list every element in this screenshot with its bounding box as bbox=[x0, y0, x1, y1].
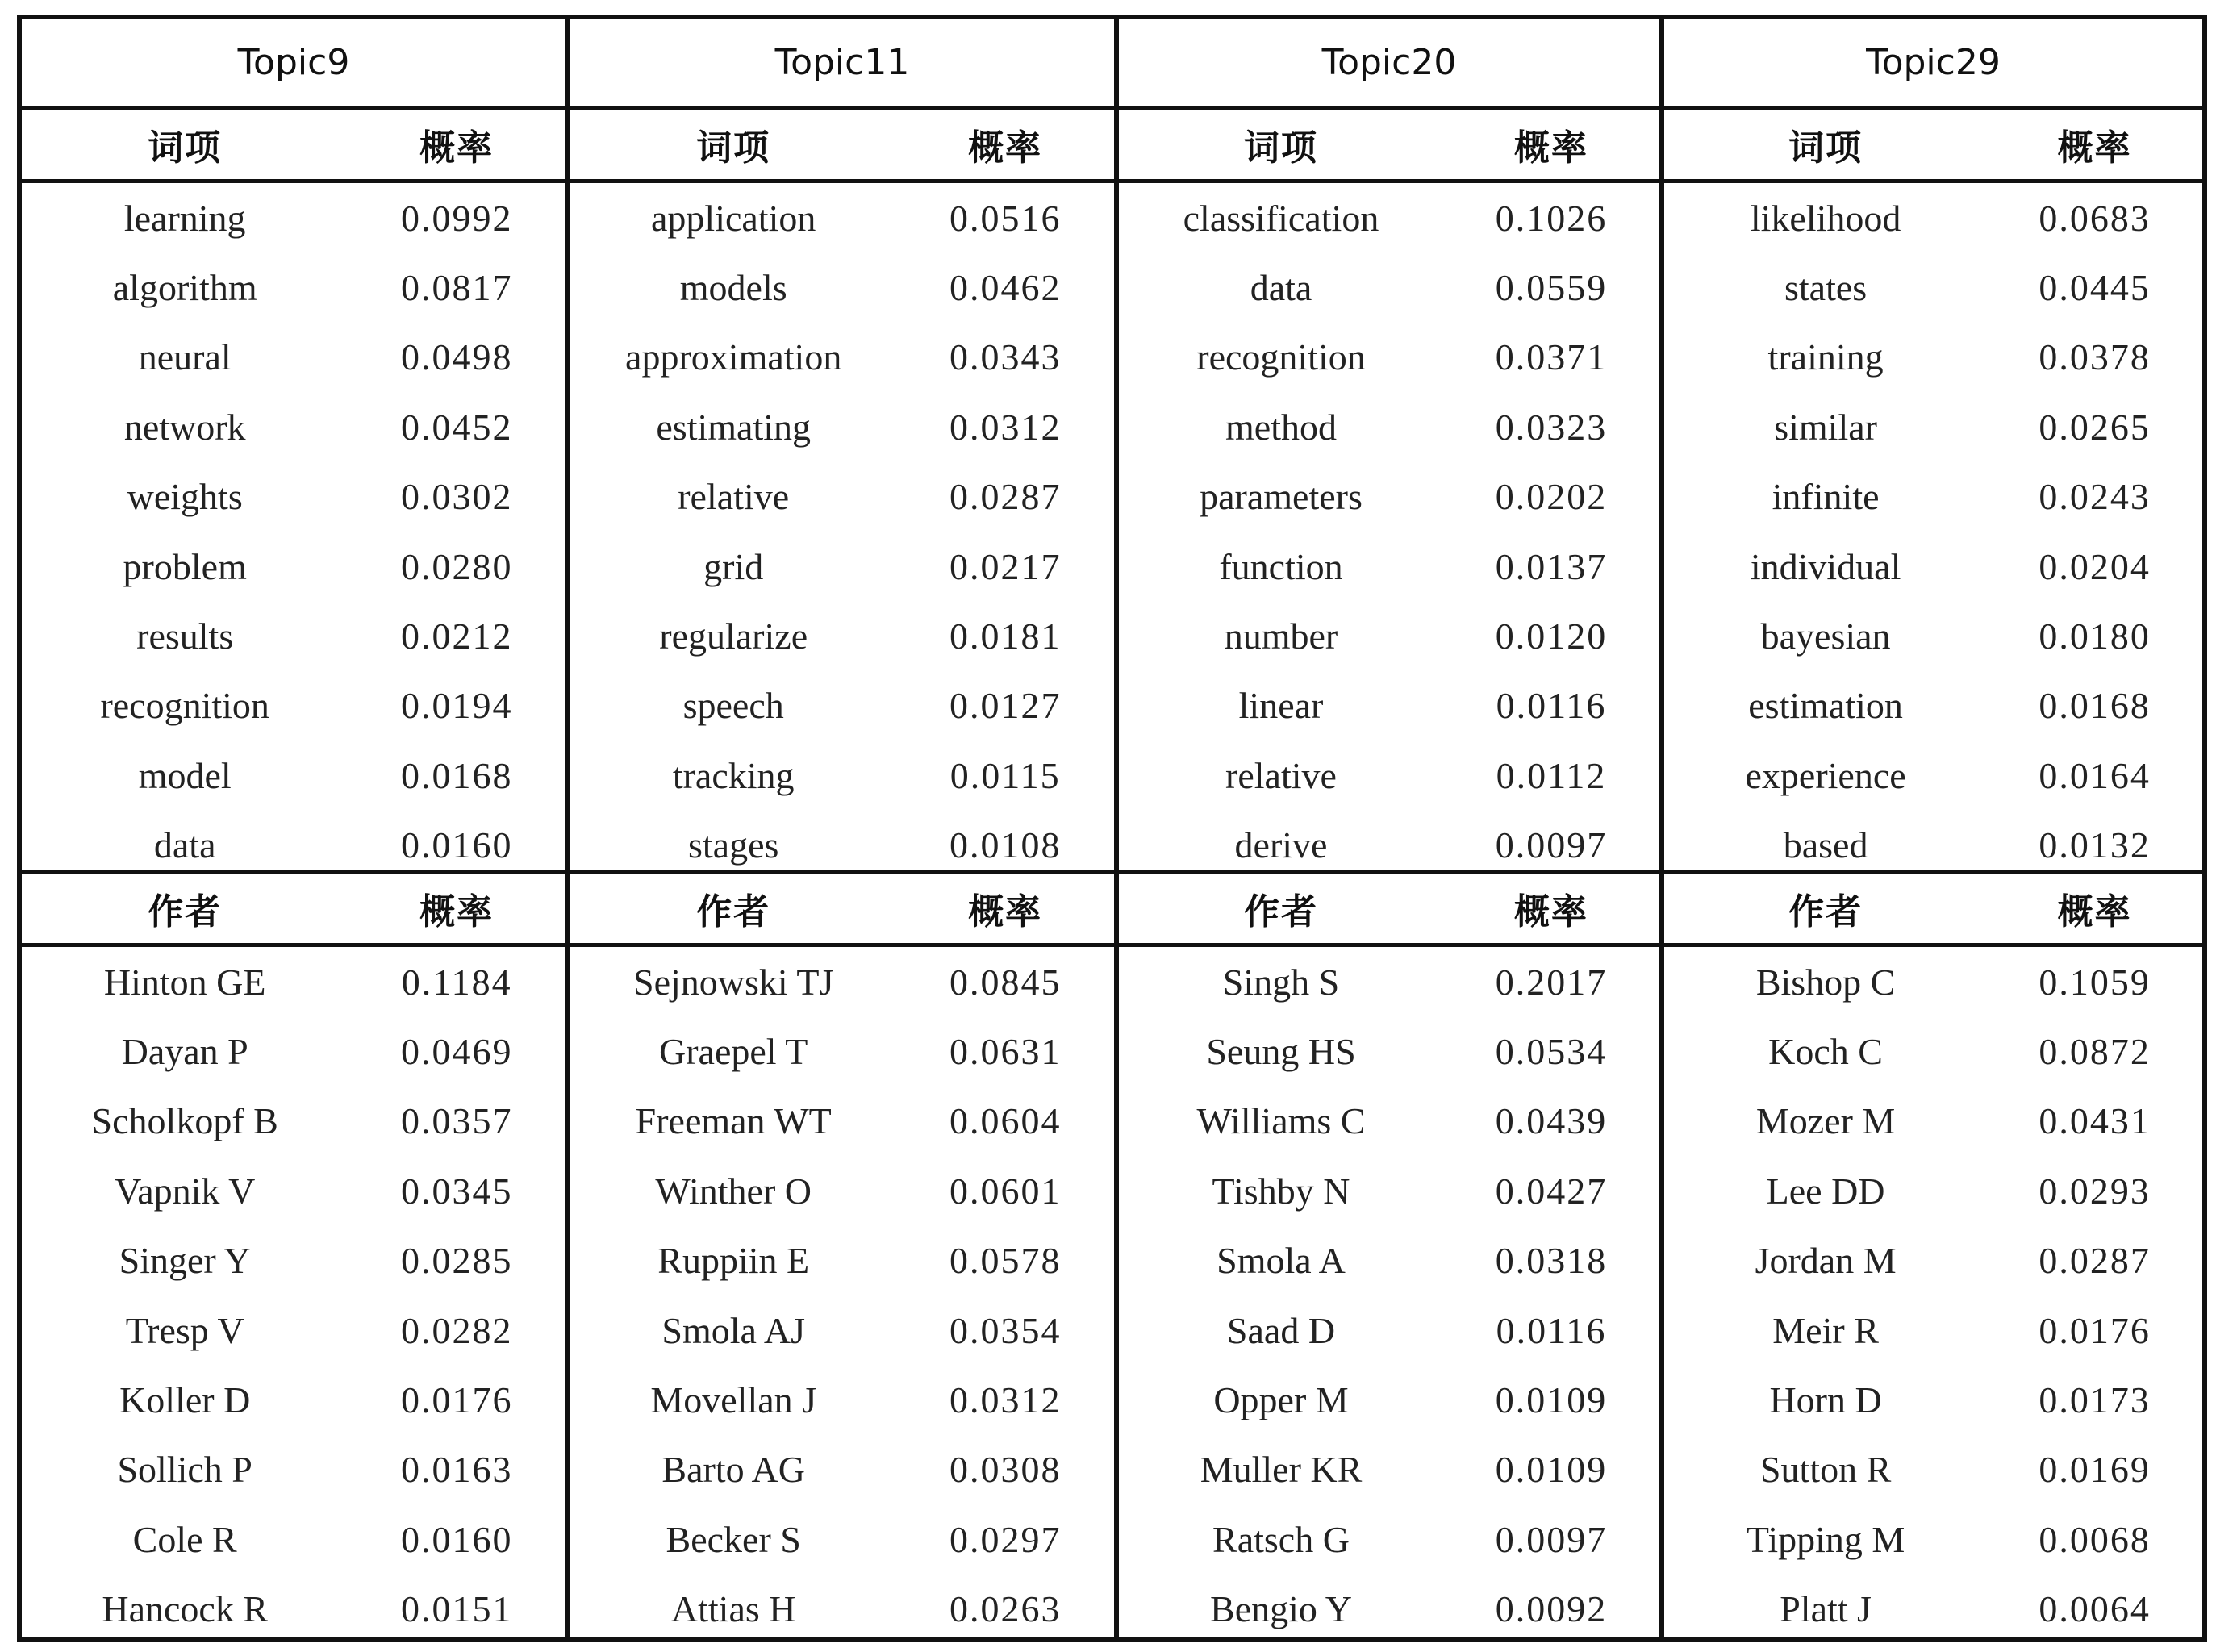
word-prob: 0.0265 bbox=[2039, 406, 2151, 448]
author-prob: 0.1184 bbox=[401, 961, 512, 1003]
author-prob: 0.0318 bbox=[1495, 1240, 1608, 1282]
word-prob: 0.0498 bbox=[400, 336, 513, 378]
author-row bbox=[1664, 1504, 2202, 1574]
word-rows bbox=[22, 183, 565, 870]
word-term: stages bbox=[687, 824, 779, 866]
word-prob: 0.0168 bbox=[400, 754, 513, 796]
author-prob: 0.1059 bbox=[2039, 961, 2151, 1003]
word-row bbox=[1119, 532, 1659, 601]
word-rows bbox=[1119, 183, 1659, 870]
word-term: classification bbox=[1183, 197, 1379, 239]
word-header-row bbox=[22, 110, 565, 183]
author-row bbox=[1119, 1016, 1659, 1086]
word-row bbox=[1119, 671, 1659, 740]
author-name: Saad D bbox=[1226, 1309, 1336, 1351]
word-row bbox=[1664, 671, 2202, 740]
word-term: application bbox=[651, 197, 816, 239]
topic-title: Topic11 bbox=[570, 19, 1114, 110]
author-name: Hancock R bbox=[102, 1588, 269, 1630]
topic-title: Topic9 bbox=[22, 19, 565, 110]
word-row bbox=[570, 740, 1114, 810]
author-name: Dayan P bbox=[121, 1031, 248, 1073]
word-prob: 0.0217 bbox=[949, 545, 1062, 587]
word-term: speech bbox=[682, 685, 784, 727]
author-name: Williams C bbox=[1196, 1100, 1366, 1142]
author-row bbox=[22, 1435, 565, 1504]
author-name: Becker S bbox=[666, 1518, 801, 1560]
author-prob: 0.0845 bbox=[949, 961, 1062, 1003]
word-term: relative bbox=[1225, 754, 1337, 796]
author-name: Lee DD bbox=[1766, 1170, 1885, 1212]
author-prob: 0.0357 bbox=[400, 1100, 513, 1142]
author-row bbox=[1664, 947, 2202, 1016]
author-row bbox=[1664, 1435, 2202, 1504]
word-prob: 0.0452 bbox=[400, 406, 513, 448]
author-prob: 0.0601 bbox=[949, 1170, 1062, 1212]
word-row bbox=[22, 532, 565, 601]
topic-column bbox=[22, 19, 565, 1637]
word-prob: 0.0462 bbox=[949, 267, 1062, 309]
author-row bbox=[570, 1365, 1114, 1434]
word-term: data bbox=[153, 824, 216, 866]
word-row bbox=[22, 323, 565, 392]
author-name: Winther O bbox=[655, 1170, 812, 1212]
word-row bbox=[1664, 740, 2202, 810]
prob-header: 概率 bbox=[419, 127, 495, 169]
author-row bbox=[1119, 1435, 1659, 1504]
author-row bbox=[1119, 1575, 1659, 1644]
word-term: neural bbox=[138, 336, 232, 378]
prob-header: 概率 bbox=[2057, 891, 2132, 932]
word-prob: 0.0116 bbox=[1496, 685, 1607, 727]
author-name: Tipping M bbox=[1746, 1518, 1905, 1560]
author-prob: 0.0263 bbox=[949, 1588, 1062, 1630]
author-name: Horn D bbox=[1769, 1379, 1882, 1421]
word-row bbox=[1119, 323, 1659, 392]
author-prob: 0.0578 bbox=[949, 1240, 1062, 1282]
author-row bbox=[22, 1156, 565, 1225]
author-name: Bengio Y bbox=[1210, 1588, 1352, 1630]
word-prob: 0.0559 bbox=[1495, 267, 1608, 309]
author-name: Smola AJ bbox=[661, 1309, 806, 1351]
author-row bbox=[570, 1087, 1114, 1156]
author-prob: 0.0176 bbox=[400, 1379, 513, 1421]
author-prob: 0.0631 bbox=[949, 1031, 1062, 1073]
word-row bbox=[570, 183, 1114, 252]
word-row bbox=[570, 532, 1114, 601]
author-row bbox=[1119, 1295, 1659, 1365]
word-prob: 0.0168 bbox=[2039, 685, 2151, 727]
author-prob: 0.0293 bbox=[2039, 1170, 2151, 1212]
word-row bbox=[1664, 183, 2202, 252]
word-term: regularize bbox=[659, 615, 808, 657]
word-term: function bbox=[1219, 545, 1343, 587]
word-prob: 0.0112 bbox=[1496, 754, 1607, 796]
word-term: states bbox=[1784, 267, 1868, 309]
author-name: Singh S bbox=[1222, 961, 1340, 1003]
author-row bbox=[570, 1226, 1114, 1295]
author-prob: 0.0282 bbox=[400, 1309, 513, 1351]
word-row bbox=[1119, 392, 1659, 461]
author-header: 作者 bbox=[1788, 891, 1863, 932]
author-prob: 0.0312 bbox=[949, 1379, 1062, 1421]
author-name: Koch C bbox=[1768, 1031, 1883, 1073]
word-term: method bbox=[1225, 406, 1337, 448]
author-name: Movellan J bbox=[650, 1379, 817, 1421]
topic-column bbox=[1659, 19, 2202, 1637]
word-prob: 0.0516 bbox=[949, 197, 1062, 239]
word-row bbox=[1664, 462, 2202, 532]
author-row bbox=[22, 947, 565, 1016]
author-prob: 0.0109 bbox=[1495, 1379, 1608, 1421]
word-term: infinite bbox=[1772, 476, 1880, 518]
word-term: approximation bbox=[625, 336, 842, 378]
author-row bbox=[1119, 1087, 1659, 1156]
word-row bbox=[1664, 252, 2202, 322]
prob-header: 概率 bbox=[968, 891, 1043, 932]
author-row bbox=[22, 1365, 565, 1434]
word-row bbox=[22, 671, 565, 740]
author-row bbox=[1664, 1156, 2202, 1225]
author-row bbox=[1664, 1016, 2202, 1086]
author-name: Scholkopf B bbox=[91, 1100, 278, 1142]
word-prob: 0.0378 bbox=[2039, 336, 2151, 378]
word-term: likelihood bbox=[1750, 197, 1901, 239]
word-term: learning bbox=[123, 197, 246, 239]
word-row bbox=[22, 740, 565, 810]
word-term: relative bbox=[678, 476, 790, 518]
word-term: similar bbox=[1774, 406, 1877, 448]
author-prob: 0.0176 bbox=[2039, 1309, 2151, 1351]
word-row bbox=[570, 671, 1114, 740]
word-prob: 0.0132 bbox=[2039, 824, 2151, 866]
author-name: Sollich P bbox=[117, 1449, 252, 1491]
author-name: Seung HS bbox=[1206, 1031, 1356, 1073]
author-prob: 0.0151 bbox=[400, 1588, 513, 1630]
word-prob: 0.0371 bbox=[1495, 336, 1608, 378]
author-name: Singer Y bbox=[119, 1240, 251, 1282]
word-prob: 0.0817 bbox=[400, 267, 513, 309]
word-term: experience bbox=[1745, 754, 1906, 796]
word-row bbox=[22, 392, 565, 461]
author-prob: 0.0297 bbox=[949, 1518, 1062, 1560]
topic-table bbox=[17, 15, 2207, 1642]
author-rows bbox=[1664, 947, 2202, 1642]
term-header: 词项 bbox=[1788, 127, 1863, 169]
word-row bbox=[1119, 252, 1659, 322]
word-prob: 0.0302 bbox=[400, 476, 513, 518]
author-row bbox=[570, 947, 1114, 1016]
word-row bbox=[1664, 392, 2202, 461]
author-row bbox=[22, 1087, 565, 1156]
author-header-row bbox=[22, 870, 565, 947]
author-prob: 0.0287 bbox=[2039, 1240, 2151, 1282]
topic-column bbox=[565, 19, 1114, 1637]
author-prob: 0.0439 bbox=[1495, 1100, 1608, 1142]
author-header-row bbox=[570, 870, 1114, 947]
author-name: Koller D bbox=[119, 1379, 251, 1421]
word-term: training bbox=[1767, 336, 1884, 378]
term-header: 词项 bbox=[696, 127, 771, 169]
word-prob: 0.0164 bbox=[2039, 754, 2151, 796]
author-row bbox=[570, 1295, 1114, 1365]
author-name: Attias H bbox=[670, 1588, 796, 1630]
author-prob: 0.0427 bbox=[1495, 1170, 1608, 1212]
author-row bbox=[1664, 1365, 2202, 1434]
word-row bbox=[570, 392, 1114, 461]
author-row bbox=[1119, 1156, 1659, 1225]
author-header-row bbox=[1664, 870, 2202, 947]
author-name: Graepel T bbox=[659, 1031, 808, 1073]
prob-header: 概率 bbox=[968, 127, 1043, 169]
author-prob: 0.0109 bbox=[1495, 1449, 1608, 1491]
word-term: algorithm bbox=[112, 267, 257, 309]
word-prob: 0.0312 bbox=[949, 406, 1062, 448]
author-name: Hinton GE bbox=[103, 961, 266, 1003]
author-row bbox=[570, 1575, 1114, 1644]
word-row bbox=[22, 252, 565, 322]
term-header: 词项 bbox=[148, 127, 223, 169]
word-prob: 0.0115 bbox=[949, 754, 1061, 796]
word-term: tracking bbox=[672, 754, 795, 796]
word-prob: 0.0202 bbox=[1495, 476, 1608, 518]
word-rows bbox=[1664, 183, 2202, 870]
word-term: models bbox=[679, 267, 787, 309]
author-name: Barto AG bbox=[661, 1449, 805, 1491]
word-prob: 0.0181 bbox=[949, 615, 1062, 657]
author-header: 作者 bbox=[696, 891, 771, 932]
word-prob: 0.0160 bbox=[400, 824, 513, 866]
author-prob: 0.0092 bbox=[1495, 1588, 1608, 1630]
author-prob: 0.0169 bbox=[2039, 1449, 2151, 1491]
word-row bbox=[570, 252, 1114, 322]
word-row bbox=[1119, 601, 1659, 670]
word-term: estimation bbox=[1748, 685, 1903, 727]
word-prob: 0.0323 bbox=[1495, 406, 1608, 448]
author-name: Vapnik V bbox=[115, 1170, 256, 1212]
author-row bbox=[1119, 1504, 1659, 1574]
author-prob: 0.0534 bbox=[1495, 1031, 1608, 1073]
author-name: Muller KR bbox=[1200, 1449, 1363, 1491]
author-row bbox=[1664, 1226, 2202, 1295]
author-row bbox=[570, 1016, 1114, 1086]
author-name: Bishop C bbox=[1755, 961, 1896, 1003]
word-term: estimating bbox=[656, 406, 812, 448]
author-row bbox=[22, 1575, 565, 1644]
word-term: recognition bbox=[100, 685, 269, 727]
word-header-row bbox=[1664, 110, 2202, 183]
word-row bbox=[570, 601, 1114, 670]
word-row bbox=[1119, 183, 1659, 252]
word-row bbox=[1119, 740, 1659, 810]
word-term: weights bbox=[127, 476, 243, 518]
word-prob: 0.0992 bbox=[400, 197, 513, 239]
word-prob: 0.0194 bbox=[400, 685, 513, 727]
author-prob: 0.2017 bbox=[1495, 961, 1608, 1003]
author-rows bbox=[1119, 947, 1659, 1642]
author-header: 作者 bbox=[1244, 891, 1318, 932]
word-row bbox=[22, 183, 565, 252]
author-row bbox=[570, 1504, 1114, 1574]
word-row bbox=[22, 601, 565, 670]
prob-header: 概率 bbox=[1514, 891, 1588, 932]
author-prob: 0.0064 bbox=[2039, 1588, 2151, 1630]
author-row bbox=[1119, 1226, 1659, 1295]
prob-header: 概率 bbox=[2057, 127, 2132, 169]
author-name: Tresp V bbox=[125, 1309, 244, 1351]
word-term: network bbox=[123, 406, 246, 448]
word-term: results bbox=[136, 615, 234, 657]
author-row bbox=[22, 1504, 565, 1574]
author-name: Cole R bbox=[132, 1518, 237, 1560]
word-term: bayesian bbox=[1760, 615, 1891, 657]
word-row bbox=[22, 462, 565, 532]
author-row bbox=[570, 1435, 1114, 1504]
word-term: number bbox=[1224, 615, 1338, 657]
word-prob: 0.0120 bbox=[1495, 615, 1608, 657]
word-prob: 0.0280 bbox=[400, 545, 513, 587]
author-name: Ratsch G bbox=[1212, 1518, 1350, 1560]
author-prob: 0.0345 bbox=[400, 1170, 513, 1212]
author-name: Opper M bbox=[1213, 1379, 1349, 1421]
word-prob: 0.0445 bbox=[2039, 267, 2151, 309]
author-prob: 0.0160 bbox=[400, 1518, 513, 1560]
word-term: recognition bbox=[1196, 336, 1366, 378]
word-row bbox=[1664, 532, 2202, 601]
author-name: Meir R bbox=[1772, 1309, 1879, 1351]
prob-header: 概率 bbox=[419, 891, 495, 932]
author-rows bbox=[570, 947, 1114, 1642]
author-prob: 0.0354 bbox=[949, 1309, 1062, 1351]
word-term: model bbox=[138, 754, 232, 796]
word-term: grid bbox=[703, 545, 764, 587]
word-header-row bbox=[1119, 110, 1659, 183]
author-name: Sutton R bbox=[1759, 1449, 1892, 1491]
author-prob: 0.0604 bbox=[949, 1100, 1062, 1142]
word-row bbox=[1664, 323, 2202, 392]
author-prob: 0.0097 bbox=[1495, 1518, 1608, 1560]
author-row bbox=[22, 1295, 565, 1365]
author-header: 作者 bbox=[148, 891, 223, 932]
word-prob: 0.0137 bbox=[1495, 545, 1608, 587]
word-row bbox=[1664, 601, 2202, 670]
author-prob: 0.0431 bbox=[2039, 1100, 2151, 1142]
author-name: Smola A bbox=[1217, 1240, 1346, 1282]
author-prob: 0.0116 bbox=[1496, 1309, 1607, 1351]
author-header-row bbox=[1119, 870, 1659, 947]
author-rows bbox=[22, 947, 565, 1642]
word-term: data bbox=[1250, 267, 1312, 309]
author-prob: 0.0068 bbox=[2039, 1518, 2151, 1560]
author-row bbox=[570, 1156, 1114, 1225]
author-row bbox=[1664, 1295, 2202, 1365]
author-name: Sejnowski TJ bbox=[633, 961, 834, 1003]
author-name: Ruppiin E bbox=[657, 1240, 810, 1282]
word-header-row bbox=[570, 110, 1114, 183]
author-name: Platt J bbox=[1780, 1588, 1872, 1630]
word-prob: 0.0180 bbox=[2039, 615, 2151, 657]
author-prob: 0.0173 bbox=[2039, 1379, 2151, 1421]
author-row bbox=[1119, 1365, 1659, 1434]
author-row bbox=[1664, 1575, 2202, 1644]
author-name: Freeman WT bbox=[635, 1100, 832, 1142]
topic-column bbox=[1114, 19, 1659, 1637]
author-row bbox=[1664, 1087, 2202, 1156]
word-row bbox=[1119, 462, 1659, 532]
word-prob: 0.0108 bbox=[949, 824, 1062, 866]
word-term: derive bbox=[1234, 824, 1328, 866]
term-header: 词项 bbox=[1244, 127, 1318, 169]
author-prob: 0.0163 bbox=[400, 1449, 513, 1491]
author-row bbox=[1119, 947, 1659, 1016]
author-prob: 0.0469 bbox=[400, 1031, 513, 1073]
word-term: based bbox=[1783, 824, 1868, 866]
topic-title: Topic20 bbox=[1119, 19, 1659, 110]
word-row bbox=[570, 323, 1114, 392]
author-prob: 0.0872 bbox=[2039, 1031, 2151, 1073]
word-row bbox=[570, 462, 1114, 532]
author-row bbox=[22, 1016, 565, 1086]
author-name: Mozer M bbox=[1755, 1100, 1896, 1142]
word-prob: 0.0097 bbox=[1495, 824, 1608, 866]
word-prob: 0.0204 bbox=[2039, 545, 2151, 587]
word-prob: 0.0683 bbox=[2039, 197, 2151, 239]
word-term: individual bbox=[1750, 545, 1901, 587]
prob-header: 概率 bbox=[1514, 127, 1588, 169]
word-rows bbox=[570, 183, 1114, 870]
word-term: parameters bbox=[1200, 476, 1363, 518]
author-prob: 0.0308 bbox=[949, 1449, 1062, 1491]
word-prob: 0.0243 bbox=[2039, 476, 2151, 518]
word-term: linear bbox=[1238, 685, 1324, 727]
word-prob: 0.0212 bbox=[400, 615, 513, 657]
word-prob: 0.0287 bbox=[949, 476, 1062, 518]
word-term: problem bbox=[123, 545, 247, 587]
word-prob: 0.1026 bbox=[1495, 197, 1608, 239]
word-prob: 0.0343 bbox=[949, 336, 1062, 378]
author-row bbox=[22, 1226, 565, 1295]
topic-title: Topic29 bbox=[1664, 19, 2202, 110]
word-prob: 0.0127 bbox=[949, 685, 1062, 727]
author-name: Jordan M bbox=[1755, 1240, 1897, 1282]
author-name: Tishby N bbox=[1212, 1170, 1350, 1212]
author-prob: 0.0285 bbox=[400, 1240, 513, 1282]
